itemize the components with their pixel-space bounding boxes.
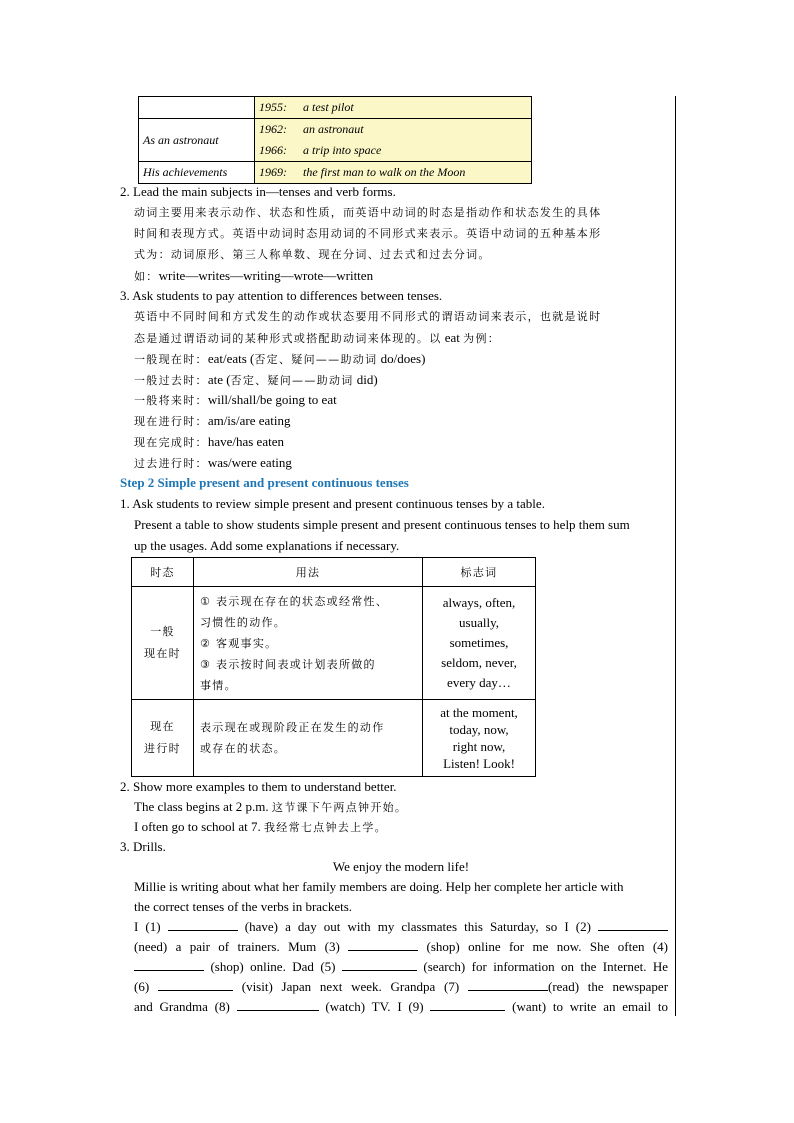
step-2-para-2: up the usages. Add some explanations if necessary. [134, 538, 400, 553]
table-row [132, 587, 536, 700]
item-3-para-2: 态是通过谓语动词的某种形式或搭配助动词来体现的。以 eat 为例： [134, 330, 501, 345]
drills-line-4: (6) (visit) Japan next week. Grandpa (7) (read) the newspaper [134, 979, 669, 994]
item-2-title: 2. Lead the main subjects in—tenses and verb forms. [120, 184, 396, 199]
item-2-para-3: 式为：动词原形、第三人称单数、现在分词、过去式和过去分词。 [134, 248, 491, 261]
tense-cell: 现在 进行时 [132, 700, 194, 777]
row-label: His achievements [139, 162, 255, 184]
table-row [139, 162, 532, 184]
example-line: I often go to school at 7. 我经常七点钟去上学。 [134, 819, 387, 834]
example-line: The class begins at 2 p.m. 这节课下午两点钟开始。 [134, 799, 408, 814]
year: 1969: [259, 165, 287, 179]
drills-line-3: (shop) online. Dad (5) (search) for information on the Internet. He [134, 957, 668, 977]
item-3-title: 3. Ask students to pay attention to differences between tenses. [120, 288, 443, 303]
drills-intro-1: Millie is writing about what her family members are doing. Help her complete her article with [134, 879, 624, 894]
item-3-para-1: 英语中不同时间和方式发生的动作或状态要用不同形式的谓语动词来表示，也就是说时 [134, 310, 602, 323]
event: the first man to walk on the Moon [303, 165, 466, 179]
tense-line: 一般现在时：eat/eats (否定、疑问——助动词 do/does) [134, 351, 426, 366]
example-text: write—writes—writing—wrote—written [158, 268, 374, 283]
header-markers: 标志词 [423, 558, 536, 587]
year: 1955: [259, 100, 287, 114]
event: a test pilot [303, 100, 354, 114]
tense-line: 过去进行时：was/were eating [134, 455, 292, 470]
markers-cell: at the moment, today, now, right now, Listen! Look! [423, 700, 536, 777]
row-label [139, 97, 255, 119]
blank-7[interactable] [468, 978, 548, 991]
drills-center-title: We enjoy the modern life! [332, 859, 470, 874]
tense-line: 现在完成时：have/has eaten [134, 434, 284, 449]
table-row [139, 97, 532, 119]
table-row [139, 119, 532, 162]
step-2-para-1: Present a table to show students simple present and present continuous tenses to help them sum [134, 517, 630, 532]
usage-cell: 表示现在或现阶段正在发生的动作 或存在的状态。 [194, 700, 423, 777]
blank-4[interactable] [134, 958, 204, 971]
table-header-row [132, 558, 536, 587]
item-2-para-1: 动词主要用来表示动作、状态和性质，而英语中动词的时态是指动作和状态发生的具体 [134, 206, 602, 219]
tense-cell: 一般 现在时 [132, 587, 194, 700]
blank-1[interactable] [168, 918, 238, 931]
step-2-heading: Step 2 Simple present and present continuous tenses [120, 475, 409, 490]
event: an astronaut [303, 122, 364, 136]
row-label: As an astronaut [139, 119, 255, 162]
item-2-example [134, 266, 373, 287]
drills-line-1: I (1) (have) a day out with my classmates this Saturday, so I (2) [134, 917, 668, 937]
item-2-para-2: 时间和表现方式。英语中动词时态用动词的不同形式来表示。英语中动词的五种基本形 [134, 227, 602, 240]
blank-6[interactable] [158, 978, 233, 991]
header-usage: 用法 [194, 558, 423, 587]
header-tense: 时态 [132, 558, 194, 587]
drills-intro-2: the correct tenses of the verbs in brackets. [134, 899, 353, 914]
markers-cell: always, often, usually, sometimes, seldom, never, every day… [423, 587, 536, 700]
drills-line-2: (need) a pair of trainers. Mum (3) (shop) online for me now. She often (4) [134, 939, 669, 954]
tense-line: 现在进行时：am/is/are eating [134, 413, 291, 428]
year: 1962: [259, 122, 287, 136]
drills-line-5: and Grandma (8) (watch) TV. I (9) (want) to write an email to [134, 999, 669, 1014]
tense-line: 一般过去时：ate (否定、疑问——助动词 did) [134, 372, 378, 387]
year: 1966: [259, 143, 287, 157]
tense-line: 一般将来时：will/shall/be going to eat [134, 392, 337, 407]
blank-8[interactable] [237, 998, 319, 1011]
margin-rule [675, 96, 676, 1016]
blank-3[interactable] [348, 938, 418, 951]
usage-cell: ① 表示现在存在的状态或经常性、 习惯性的动作。 ② 客观事实。 ③ 表示按时间表或计划表所做的 事情。 [194, 587, 423, 700]
examples-title: 2. Show more examples to them to understand better. [120, 779, 397, 794]
table-row [132, 700, 536, 777]
blank-5[interactable] [342, 958, 417, 971]
drills-title: 3. Drills. [120, 839, 166, 854]
blank-2[interactable] [598, 918, 668, 931]
blank-9[interactable] [430, 998, 505, 1011]
event: a trip into space [303, 143, 382, 157]
step-2-item-1: 1. Ask students to review simple present and present continuous tenses by a table. [120, 496, 545, 511]
tense-table [131, 557, 536, 777]
achievements-table [138, 96, 532, 184]
example-label: 如： [134, 270, 159, 283]
